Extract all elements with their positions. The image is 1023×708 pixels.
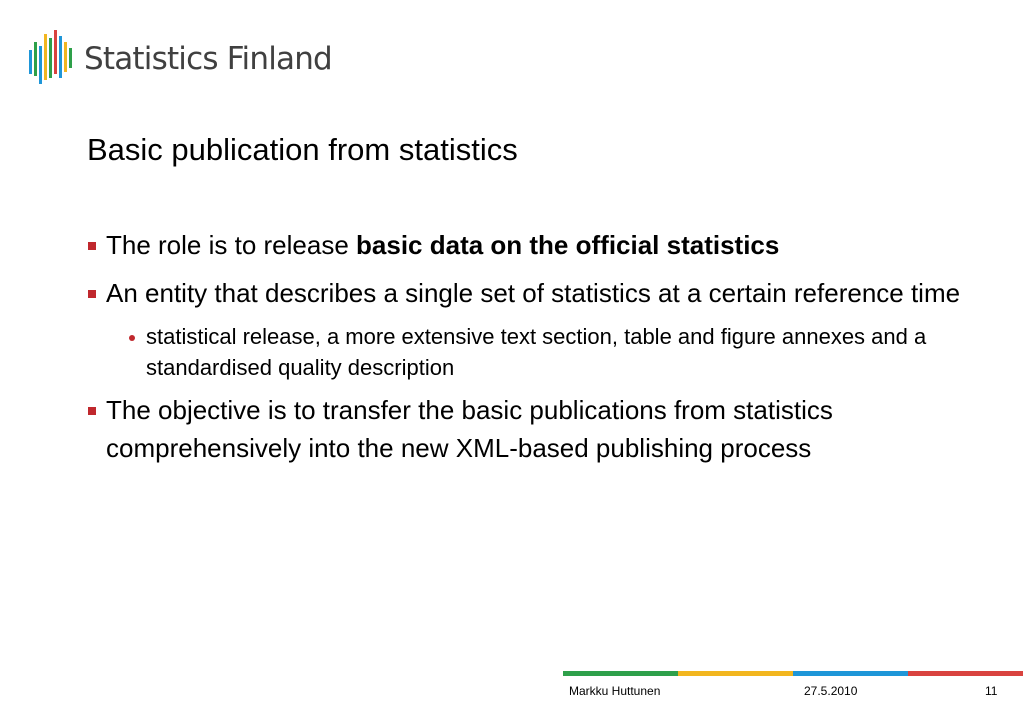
bullet-text: The objective is to transfer the basic publications from statistics comprehensively into the new XML-based publishing process — [106, 395, 833, 463]
bullet-item — [86, 226, 966, 264]
footer-bar-segment-red — [908, 671, 1023, 676]
sub-bullet-text: statistical release, a more extensive text section, table and figure annexes and a standardised quality description — [146, 324, 927, 380]
footer-page-number: 11 — [985, 684, 998, 698]
footer-bar-segment-yellow — [678, 671, 793, 676]
square-bullet-icon — [88, 242, 96, 250]
sub-bullet-item — [86, 321, 966, 383]
footer-color-bar — [563, 671, 1023, 676]
slide-content — [86, 226, 966, 467]
statistics-finland-logo — [28, 28, 332, 90]
bullet-text-bold: basic data on the official statistics — [356, 230, 780, 260]
round-bullet-icon — [129, 335, 135, 341]
logo-wordmark: Statistics Finland — [84, 41, 332, 77]
bullet-text: The role is to release — [106, 230, 357, 260]
bullet-item — [86, 274, 966, 312]
slide-title: Basic publication from statistics — [87, 132, 518, 167]
footer-bar-segment-blue — [793, 671, 908, 676]
square-bullet-icon — [88, 290, 96, 298]
footer-author: Markku Huttunen — [569, 684, 661, 698]
footer-date: 27.5.2010 — [804, 684, 858, 698]
bullet-text: An entity that describes a single set of statistics at a certain reference time — [106, 278, 961, 308]
footer-bar-segment-green — [563, 671, 678, 676]
square-bullet-icon — [88, 407, 96, 415]
bullet-item — [86, 391, 966, 467]
statistics-finland-bars-icon — [28, 28, 74, 90]
